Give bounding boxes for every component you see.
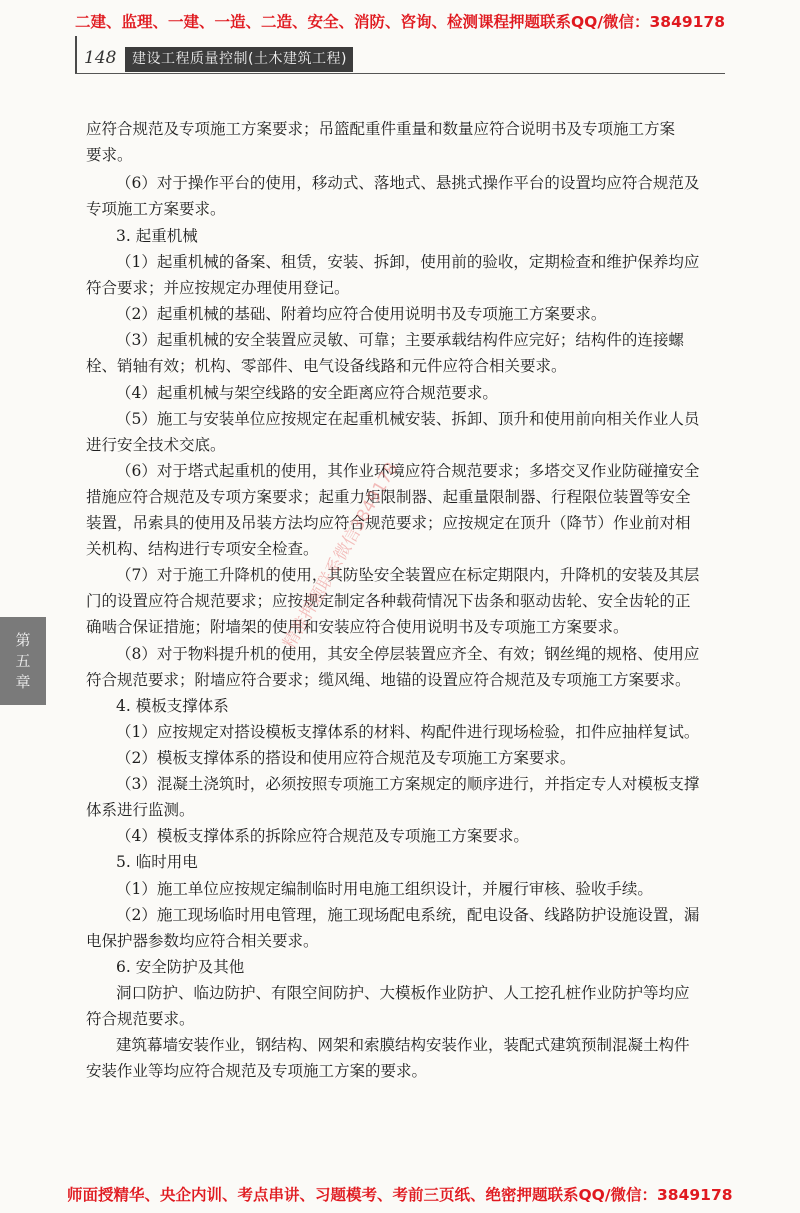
text-line: 符合要求；并应按规定办理使用登记。 <box>86 279 350 297</box>
promo-banner-bottom: 师面授精华、央企内训、考点串讲、习题模考、考前三页纸、绝密押题联系QQ/微信：3849178 <box>67 1186 733 1204</box>
text-line: （2）模板支撑体系的搭设和使用应符合规范及专项施工方案要求。 <box>116 749 576 767</box>
text-line: 应符合规范及专项施工方案要求；吊篮配重件重量和数量应符合说明书及专项施工方案 <box>86 120 676 138</box>
text-line: 门的设置应符合规范要求；应按规定制定各种载荷情况下齿条和驱动齿轮、安全齿轮的正 <box>86 592 691 610</box>
text-line: 进行安全技术交底。 <box>86 436 226 454</box>
chapter-tab-label: 第五章 <box>15 630 31 691</box>
text-line: （4）起重机械与架空线路的安全距离应符合规范要求。 <box>116 384 498 402</box>
promo-banner-top: 二建、监理、一建、一造、二造、安全、消防、咨询、检测课程押题联系QQ/微信：3849178 <box>75 13 726 31</box>
section-heading: 3. 起重机械 <box>116 227 198 245</box>
text-line: 洞口防护、临边防护、有限空间防护、大模板作业防护、人工挖孔桩作业防护等均应 <box>116 984 690 1002</box>
text-line: 要求。 <box>86 146 133 164</box>
text-line: （3）混凝土浇筑时，必须按照专项施工方案规定的顺序进行，并指定专人对模板支撑 <box>116 775 700 793</box>
text-line: 符合规范要求；附墙应符合要求；缆风绳、地锚的设置应符合规范及专项施工方案要求。 <box>86 671 691 689</box>
chapter-tab <box>0 617 46 705</box>
text-line: 措施应符合规范及专项方案要求；起重力矩限制器、起重量限制器、行程限位装置等安全 <box>86 488 691 506</box>
page-number: 148 <box>84 48 117 68</box>
text-line: （6）对于操作平台的使用，移动式、落地式、悬挑式操作平台的设置均应符合规范及 <box>116 174 700 192</box>
section-heading: 5. 临时用电 <box>116 853 198 871</box>
text-line: （4）模板支撑体系的拆除应符合规范及专项施工方案要求。 <box>116 827 529 845</box>
text-line: （8）对于物料提升机的使用，其安全停层装置应齐全、有效；钢丝绳的规格、使用应 <box>116 645 700 663</box>
text-line: （5）施工与安装单位应按规定在起重机械安装、拆卸、顶升和使用前向相关作业人员 <box>116 410 700 428</box>
text-line: 建筑幕墙安装作业，钢结构、网架和索膜结构安装作业，装配式建筑预制混凝土构件 <box>116 1036 690 1054</box>
text-line: 安装作业等均应符合规范及专项施工方案的要求。 <box>86 1062 428 1080</box>
text-line: （1）起重机械的备案、租赁，安装、拆卸，使用前的验收，定期检查和维护保养均应 <box>116 253 700 271</box>
text-line: （2）施工现场临时用电管理，施工现场配电系统，配电设备、线路防护设施设置，漏 <box>116 906 700 924</box>
text-line: （6）对于塔式起重机的使用，其作业环境应符合规范要求；多塔交叉作业防碰撞安全 <box>116 462 700 480</box>
text-line: 符合规范要求。 <box>86 1010 195 1028</box>
text-line: 关机构、结构进行专项安全检查。 <box>86 540 319 558</box>
header-rule <box>75 73 725 74</box>
section-heading: 6. 安全防护及其他 <box>116 958 245 976</box>
text-line: 专项施工方案要求。 <box>86 200 226 218</box>
text-line: （1）应按规定对搭设模板支撑体系的材料、构配件进行现场检验，扣件应抽样复试。 <box>116 723 700 741</box>
text-line: 确啮合保证措施；附墙架的使用和安装应符合使用说明书及专项施工方案要求。 <box>86 618 629 636</box>
watermark-stamp: 精准押题联系微信3849178 <box>279 459 403 653</box>
text-line: （1）施工单位应按规定编制临时用电施工组织设计，并履行审核、验收手续。 <box>116 880 653 898</box>
section-heading: 4. 模板支撑体系 <box>116 697 229 715</box>
text-line: 电保护器参数均应符合相关要求。 <box>86 932 319 950</box>
text-line: 栓、销轴有效；机构、零部件、电气设备线路和元件应符合相关要求。 <box>86 357 567 375</box>
header-rule-vertical <box>75 36 77 74</box>
text-line: （2）起重机械的基础、附着均应符合使用说明书及专项施工方案要求。 <box>116 305 607 323</box>
text-line: （7）对于施工升降机的使用，其防坠安全装置应在标定期限内，升降机的安装及其层 <box>116 566 700 584</box>
text-line: 装置，吊索具的使用及吊装方法均应符合规范要求；应按规定在顶升（降节）作业前对相 <box>86 514 691 532</box>
text-line: 体系进行监测。 <box>86 801 195 819</box>
text-line: （3）起重机械的安全装置应灵敏、可靠；主要承载结构件应完好；结构件的连接螺 <box>116 331 684 349</box>
running-header-title: 建设工程质量控制(土木建筑工程) <box>125 47 353 72</box>
